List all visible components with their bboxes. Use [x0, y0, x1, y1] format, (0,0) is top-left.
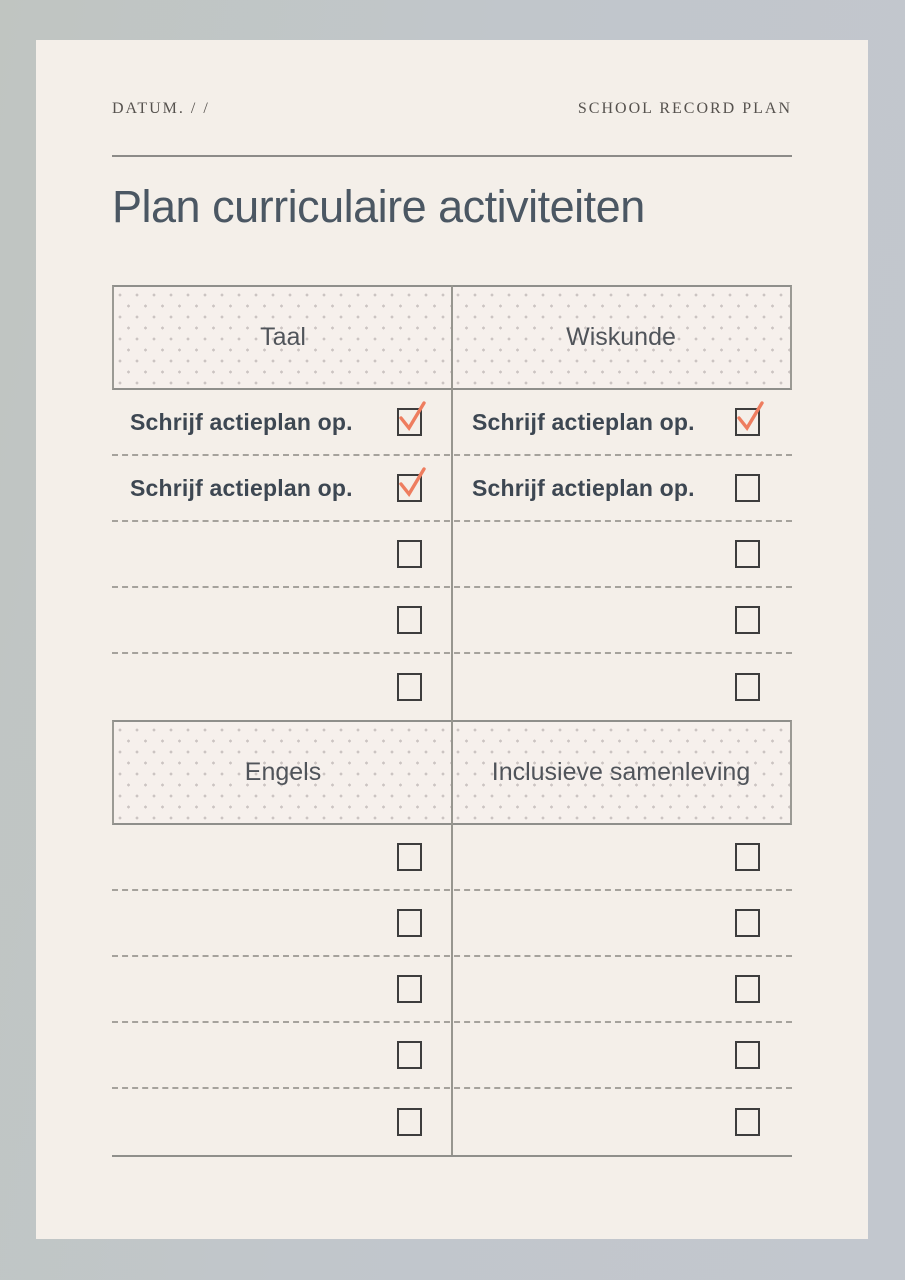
task-cell	[452, 456, 792, 520]
checkbox-taal-row5[interactable]	[397, 673, 422, 701]
checkbox-wiskunde-row5[interactable]	[735, 673, 760, 701]
task-cell	[452, 588, 792, 652]
task-cell	[452, 957, 792, 1021]
checkbox-engels-row5[interactable]	[397, 1108, 422, 1136]
task-cell	[112, 522, 452, 586]
task-cell	[452, 522, 792, 586]
task-cell	[452, 1023, 792, 1087]
task-cell	[112, 957, 452, 1021]
task-cell	[112, 456, 452, 520]
checkbox-engels-row4[interactable]	[397, 1041, 422, 1069]
task-cell	[112, 390, 452, 454]
checkbox-wiskunde-row2[interactable]	[735, 474, 760, 502]
checkbox-inclusieve-row3[interactable]	[735, 975, 760, 1003]
task-cell	[112, 588, 452, 652]
checkbox-wiskunde-row1[interactable]	[735, 408, 760, 436]
task-cell	[112, 1089, 452, 1155]
task-cell	[112, 825, 452, 889]
checkbox-wiskunde-row3[interactable]	[735, 540, 760, 568]
task-cell	[112, 654, 452, 720]
column-header-label: Inclusieve samenleving	[491, 758, 751, 786]
checkbox-engels-row2[interactable]	[397, 909, 422, 937]
task-label: Schrijf actieplan op.	[130, 408, 353, 435]
checkbox-engels-row3[interactable]	[397, 975, 422, 1003]
page-title: Plan curriculaire activiteiten	[112, 181, 645, 232]
checkbox-inclusieve-row5[interactable]	[735, 1108, 760, 1136]
checkbox-inclusieve-row4[interactable]	[735, 1041, 760, 1069]
checkbox-taal-row1[interactable]	[397, 408, 422, 436]
task-label: Schrijf actieplan op.	[472, 408, 695, 435]
planner-page	[36, 40, 868, 1239]
checkbox-inclusieve-row2[interactable]	[735, 909, 760, 937]
column-header-inclusieve-samenleving	[452, 722, 790, 823]
activities-table	[112, 285, 792, 1157]
task-cell	[452, 1089, 792, 1155]
checkbox-inclusieve-row1[interactable]	[735, 843, 760, 871]
page-meta	[112, 40, 792, 118]
brand-label: SCHOOL RECORD PLAN	[577, 100, 792, 117]
task-cell	[452, 825, 792, 889]
column-header-label: Engels	[244, 758, 322, 786]
task-cell	[452, 654, 792, 720]
checkbox-engels-row1[interactable]	[397, 843, 422, 871]
column-header-label: Taal	[260, 323, 306, 351]
date-label: DATUM. / /	[112, 100, 210, 117]
task-cell	[112, 891, 452, 955]
column-header-wiskunde	[452, 287, 790, 388]
checkbox-taal-row4[interactable]	[397, 606, 422, 634]
task-label: Schrijf actieplan op.	[130, 474, 353, 501]
task-cell	[452, 390, 792, 454]
task-label: Schrijf actieplan op.	[472, 474, 695, 501]
task-cell	[112, 1023, 452, 1087]
task-cell	[452, 891, 792, 955]
column-header-engels	[114, 722, 452, 823]
checkbox-wiskunde-row4[interactable]	[735, 606, 760, 634]
checkmark-icon	[395, 398, 429, 434]
column-header-taal	[114, 287, 452, 388]
column-header-label: Wiskunde	[566, 323, 676, 351]
header-divider	[112, 155, 792, 157]
checkmark-icon	[733, 398, 767, 434]
checkbox-taal-row3[interactable]	[397, 540, 422, 568]
column-divider	[451, 285, 453, 1155]
checkbox-taal-row2[interactable]	[397, 474, 422, 502]
checkmark-icon	[395, 464, 429, 500]
